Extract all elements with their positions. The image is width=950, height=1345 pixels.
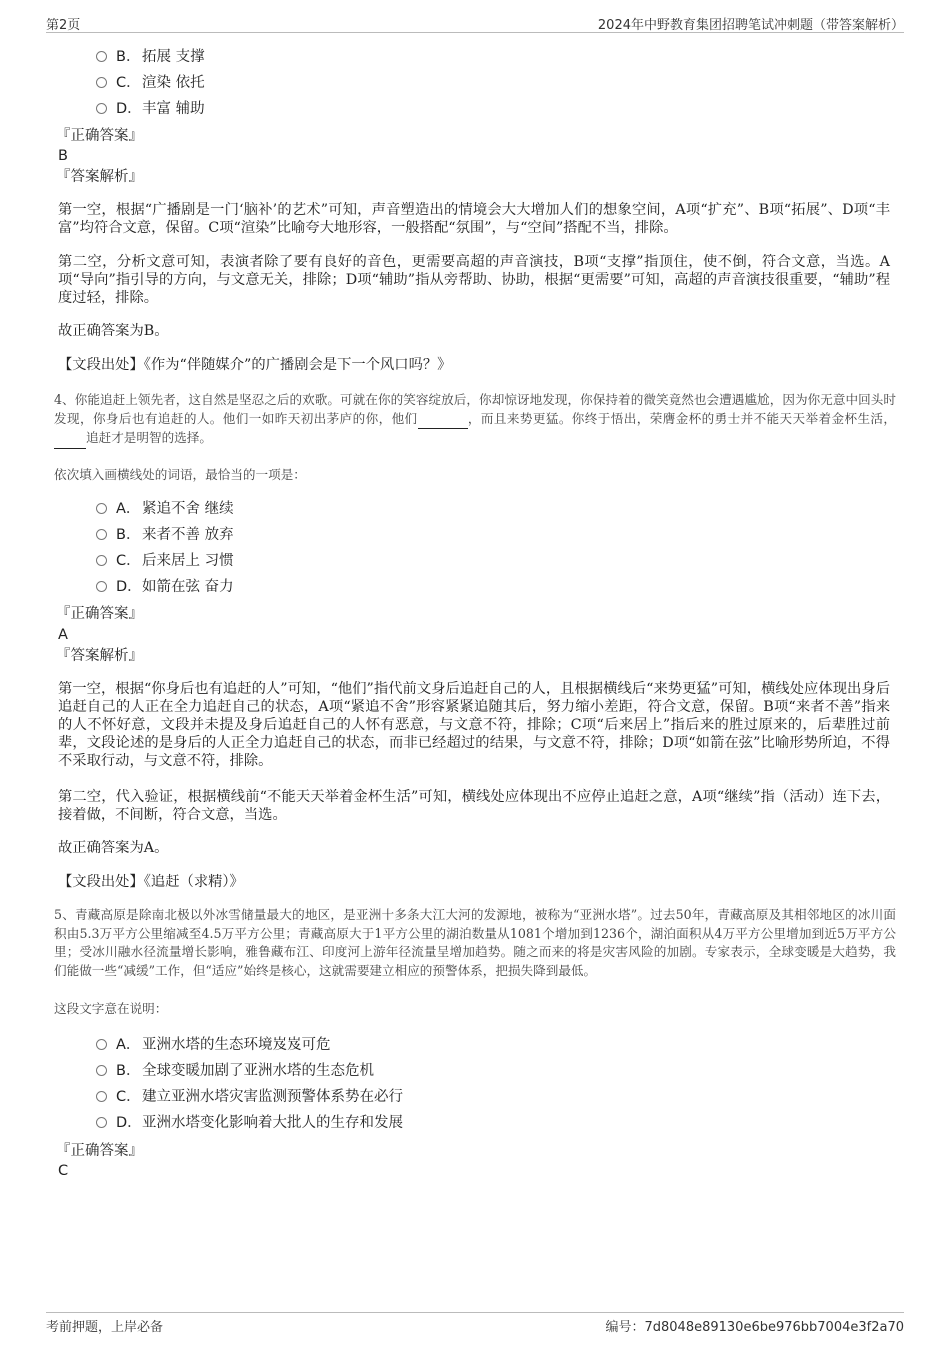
q5-answer-tag: 『正确答案』 (56, 1143, 143, 1159)
q4-analysis-2: 第二空，代入验证，根据横线前“不能天天举着金杯生活”可知，横线处应体现出不应停止追赶之意，A项“继续”指（活动）连下去，接着做，不间断，符合文意，当选。 (58, 789, 890, 823)
q5-option-c[interactable]: C．建立亚洲水塔灾害监测预警体系势在必行 (96, 1087, 403, 1107)
q3-analysis-1: 第一空，根据“广播剧是一门‘脑补’的艺术”可知，声音塑造出的情境会大大增加人们的想象空间，A项“扩充”、B项“拓展”、D项“丰富”均符合文意，保留。C项“渲染”比喻夸大地形容，一般搭配“氛围”，与“空间”搭配不当，排除。 (58, 202, 890, 236)
q4-option-a[interactable]: A． 紧追不舍 继续 (96, 499, 234, 519)
q3-option-d[interactable]: D．丰富 辅助 (96, 99, 205, 119)
radio-icon[interactable] (96, 1065, 107, 1076)
radio-icon[interactable] (96, 103, 107, 114)
q3-source: 【文段出处】《作为“伴随媒介”的广播剧会是下一个风口吗？》 (58, 357, 452, 373)
q4-analysis-3: 故正确答案为A。 (58, 840, 169, 856)
q3-analysis-tag: 『答案解析』 (56, 169, 143, 185)
q4-analysis-1: 第一空，根据“你身后也有追赶的人”可知，“他们”指代前文身后追赶自己的人，且根据横线后“来势更猛”可知，横线处应体现出身后追赶自己的人正在全力追赶自己的状态，A项“紧追不舍”形容紧紧追随其后，努力缩小差距，符合文意，保留。B项“来者不善”指来的人不怀好意，文段并未提及身后追赶自己的人怀有恶意，与文意不符，排除；C项“后来居上”指后来的胜过原来的，后辈胜过前辈，文段论述的是身后的人正全力追赶自己的状态，而非已经超过的结果，与文意不符，排除；D项“如箭在弦”比喻形势所迫，不得不采取行动，与文意不符，排除。 (58, 681, 890, 769)
fill-blank (418, 410, 468, 430)
q5-prompt: 这段文字意在说明： (54, 1001, 168, 1016)
q5-option-d[interactable]: D．亚洲水塔变化影响着大批人的生存和发展 (96, 1113, 403, 1133)
radio-icon[interactable] (96, 77, 107, 88)
page-number: 第2页 (46, 18, 81, 33)
radio-icon[interactable] (96, 1091, 107, 1102)
radio-icon[interactable] (96, 529, 107, 540)
radio-icon[interactable] (96, 1117, 107, 1128)
q3-analysis-2: 第二空，分析文意可知，表演者除了要有良好的音色，更需要高超的声音演技，B项“支撑”指顶住，使不倒，符合文意，当选。A项“导向”指引导的方向，与文意无关，排除；D项“辅助”指从旁帮助、协助，根据“更需要”可知，高超的声音演技很重要，“辅助”程度过轻，排除。 (58, 254, 890, 306)
radio-icon[interactable] (96, 555, 107, 566)
q5-answer: C (58, 1163, 69, 1179)
q4-source: 【文段出处】《追赶（求精）》 (58, 874, 244, 890)
radio-icon[interactable] (96, 51, 107, 62)
radio-icon[interactable] (96, 1039, 107, 1050)
q3-answer-tag: 『正确答案』 (56, 128, 143, 144)
q4-stem: 4、你能追赶上领先者，这自然是坚忍之后的欢歌。可就在你的笑容绽放后，你却惊讶地发现，你保持着的微笑竟然也会遭遇尴尬，因为你无意中回头时发现，你身后也有追赶的人。他们一如昨天初出茅庐的你，他们 ，而且来势更猛。你终于悟出，荣膺金杯的勇士并不能天天举着金杯生活，追赶才是明智的选择。 (54, 391, 896, 449)
q4-answer-tag: 『正确答案』 (56, 606, 143, 622)
document-title: 2024年中野教育集团招聘笔试冲刺题（带答案解析） (597, 18, 904, 33)
q4-analysis-tag: 『答案解析』 (56, 648, 143, 664)
q5-option-b[interactable]: B． 全球变暖加剧了亚洲水塔的生态危机 (96, 1061, 374, 1081)
q5-stem: 5、青藏高原是除南北极以外冰雪储量最大的地区，是亚洲十多条大江大河的发源地，被称为“亚洲水塔”。过去50年，青藏高原及其相邻地区的冰川面积由5.3万平方公里缩减至4.5万平方公里；青藏高原大于1平方公里的湖泊数量从1081个增加到1236个，湖泊面积从4万平方公里增加到近5万平方公里；受冰川融水径流量增长影响，雅鲁藏布江、印度河上游年径流量呈增加趋势。随之而来的将是灾害风险的加剧。专家表示，全球变暖是大趋势，我们能做一些“减缓”工作，但“适应”始终是核心，这就需要建立相应的预警体系，把损失降到最低。 (54, 907, 897, 978)
fill-blank (54, 429, 86, 449)
q3-analysis-3: 故正确答案为B。 (58, 323, 169, 339)
q4-option-b[interactable]: B． 来者不善 放弃 (96, 525, 234, 545)
q4-option-c[interactable]: C．后来居上 习惯 (96, 551, 234, 571)
footer-slogan: 考前押题，上岸必备 (46, 1320, 164, 1335)
q5-option-a[interactable]: A． 亚洲水塔的生态环境岌岌可危 (96, 1035, 331, 1055)
q4-prompt: 依次填入画横线处的词语，最恰当的一项是： (54, 467, 306, 482)
q4-option-d[interactable]: D．如箭在弦 奋力 (96, 577, 234, 597)
radio-icon[interactable] (96, 503, 107, 514)
radio-icon[interactable] (96, 581, 107, 592)
q3-option-c[interactable]: C．渲染 依托 (96, 73, 205, 93)
q4-answer: A (58, 627, 68, 643)
q3-answer: B (58, 148, 68, 164)
document-code: 编号：7d8048e89130e6be976bb7004e3f2a70 (605, 1320, 904, 1335)
page-header (46, 12, 904, 33)
page-footer (46, 1312, 904, 1335)
q3-option-b[interactable]: B． 拓展 支撑 (96, 47, 205, 67)
